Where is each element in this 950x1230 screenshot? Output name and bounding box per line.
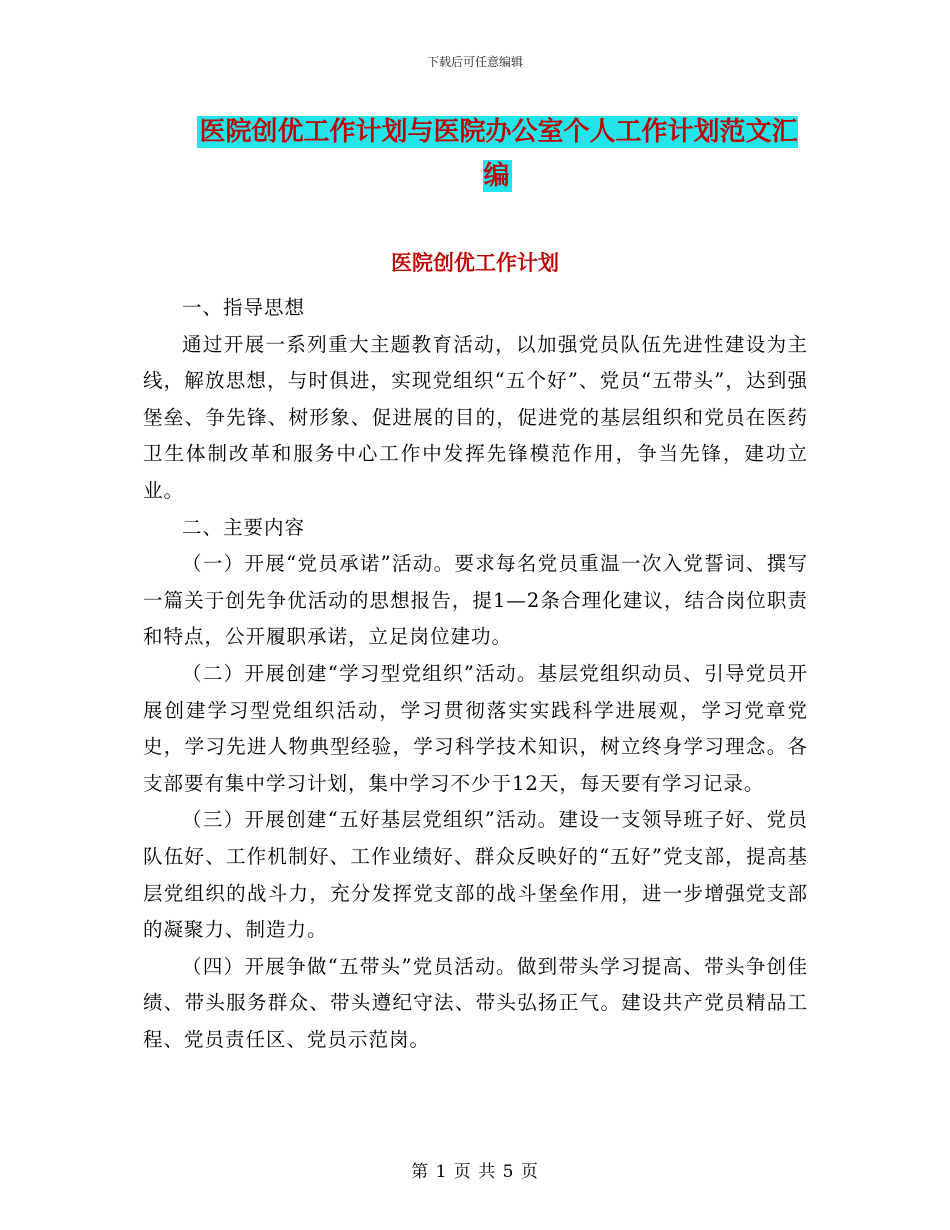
- header-note: 下载后可任意编辑: [426, 55, 523, 69]
- heading-main-content: 二、主要内容: [182, 515, 306, 539]
- paragraph-item-4: （四）开展争做“五带头”党员活动。做到带头学习提高、带头争创佳绩、带头服务群众、带头遵纪守法、带头弘扬正气。建设共产党员精品工程、党员责任区、党员示范岗。: [143, 954, 808, 1051]
- document-body: [143, 290, 808, 1058]
- paragraph-guiding-ideology: 通过开展一系列重大主题教育活动，以加强党员队伍先进性建设为主线，解放思想，与时俱进，实现党组织“五个好”、党员“五带头”，达到强堡垒、争先锋、树形象、促进展的目的，促进党的基层组织和党员在医药卫生体制改革和服务中心工作中发挥先锋模范作用，争当先锋，建功立业。: [143, 332, 808, 502]
- page-footer: 第 1 页 共 5 页: [411, 1162, 539, 1182]
- document-title: [190, 110, 805, 198]
- paragraph-item-1: （一）开展“党员承诺”活动。要求每名党员重温一次入党誓词、撰写一篇关于创先争优活动的思想报告，提1—2条合理化建议，结合岗位职责和特点，公开履职承诺，立足岗位建功。: [143, 552, 808, 649]
- paragraph-item-3: （三）开展创建“五好基层党组织”活动。建设一支领导班子好、党员队伍好、工作机制好、工作业绩好、群众反映好的“五好”党支部，提高基层党组织的战斗力，充分发挥党支部的战斗堡垒作用，进一步增强党支部的凝聚力、制造力。: [143, 808, 808, 942]
- document-title-text: 医院创优工作计划与医院办公室个人工作计划范文汇编: [199, 117, 798, 191]
- section-title: 医院创优工作计划: [391, 250, 559, 275]
- paragraph-item-2: （二）开展创建“学习型党组织”活动。基层党组织动员、引导党员开展创建学习型党组织活动，学习贯彻落实实践科学进展观，学习党章党史，学习先进人物典型经验，学习科学技术知识，树立终身学习理念。各支部要有集中学习计划，集中学习不少于12天，每天要有学习记录。: [143, 661, 808, 795]
- heading-guiding-ideology: 一、指导思想: [182, 296, 306, 319]
